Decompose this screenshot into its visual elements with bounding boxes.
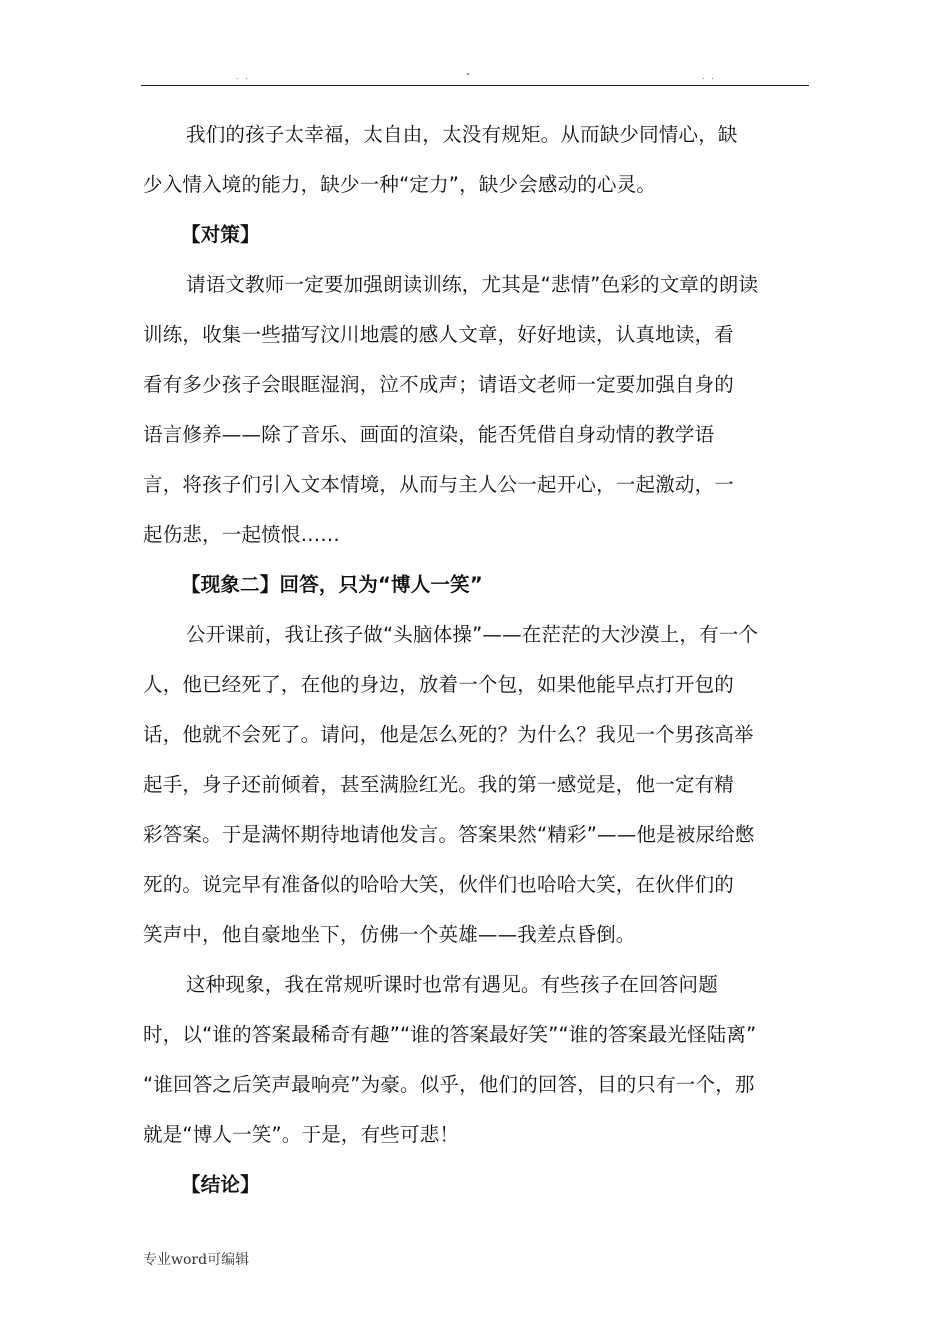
paragraph-line: 话，他就不会死了。请问，他是怎么死的？为什么？我见一个男孩高举 — [143, 723, 754, 746]
paragraph-line: 彩答案。于是满怀期待地请他发言。答案果然“精彩”——他是被尿给憋 — [143, 823, 755, 846]
section-heading: 【对策】 — [181, 223, 260, 246]
paragraph-line: 训练，收集一些描写汶川地震的感人文章，好好地读，认真地读，看 — [143, 323, 735, 346]
paragraph-line: 我们的孩子太幸福，太自由，太没有规矩。从而缺少同情心，缺 — [186, 123, 738, 146]
paragraph-line: 死的。说完早有准备似的哈哈大笑，伙伴们也哈哈大笑，在伙伴们的 — [143, 873, 735, 896]
header-mark-left: . . — [236, 72, 250, 81]
header-mark-center: " — [466, 72, 472, 81]
paragraph-line: 笑声中，他自豪地坐下，仿佛一个英雄——我差点昏倒。 — [143, 923, 636, 946]
header-rule — [141, 85, 809, 86]
section-heading: 【现象二】回答，只为“博人一笑” — [181, 573, 483, 596]
section-heading: 【结论】 — [181, 1173, 260, 1196]
paragraph-line: 少入情入境的能力，缺少一种“定力”，缺少会感动的心灵。 — [143, 173, 657, 196]
paragraph-line: 这种现象，我在常规听课时也常有遇见。有些孩子在回答问题 — [186, 973, 718, 996]
paragraph-line: “谁回答之后笑声最响亮”为豪。似乎，他们的回答，目的只有一个，那 — [143, 1073, 755, 1096]
paragraph-line: 起手，身子还前倾着，甚至满脸红光。我的第一感觉是，他一定有精 — [143, 773, 735, 796]
paragraph-line: 语言修养——除了音乐、画面的渲染，能否凭借自身动情的教学语 — [143, 423, 715, 446]
paragraph-line: 时，以“谁的答案最稀奇有趣”“谁的答案最好笑”“谁的答案最光怪陆离” — [143, 1023, 757, 1046]
paragraph-line: 人，他已经死了，在他的身边，放着一个包，如果他能早点打开包的 — [143, 673, 735, 696]
paragraph-line: 公开课前，我让孩子做“头脑体操”——在茫茫的大沙漠上，有一个 — [186, 623, 759, 646]
header-mark-right: . . — [702, 72, 716, 81]
paragraph-line: 请语文教师一定要加强朗读训练，尤其是“悲情”色彩的文章的朗读 — [186, 273, 759, 296]
paragraph-line: 就是“博人一笑”。于是，有些可悲！ — [143, 1123, 460, 1146]
footer-text: 专业word可编辑 — [143, 1252, 250, 1268]
paragraph-line: 言，将孩子们引入文本情境，从而与主人公一起开心，一起激动，一 — [143, 473, 735, 496]
paragraph-line: 起伤悲，一起愤恨…… — [143, 523, 341, 546]
paragraph-line: 看有多少孩子会眼眶湿润，泣不成声；请语文老师一定要加强自身的 — [143, 373, 735, 396]
